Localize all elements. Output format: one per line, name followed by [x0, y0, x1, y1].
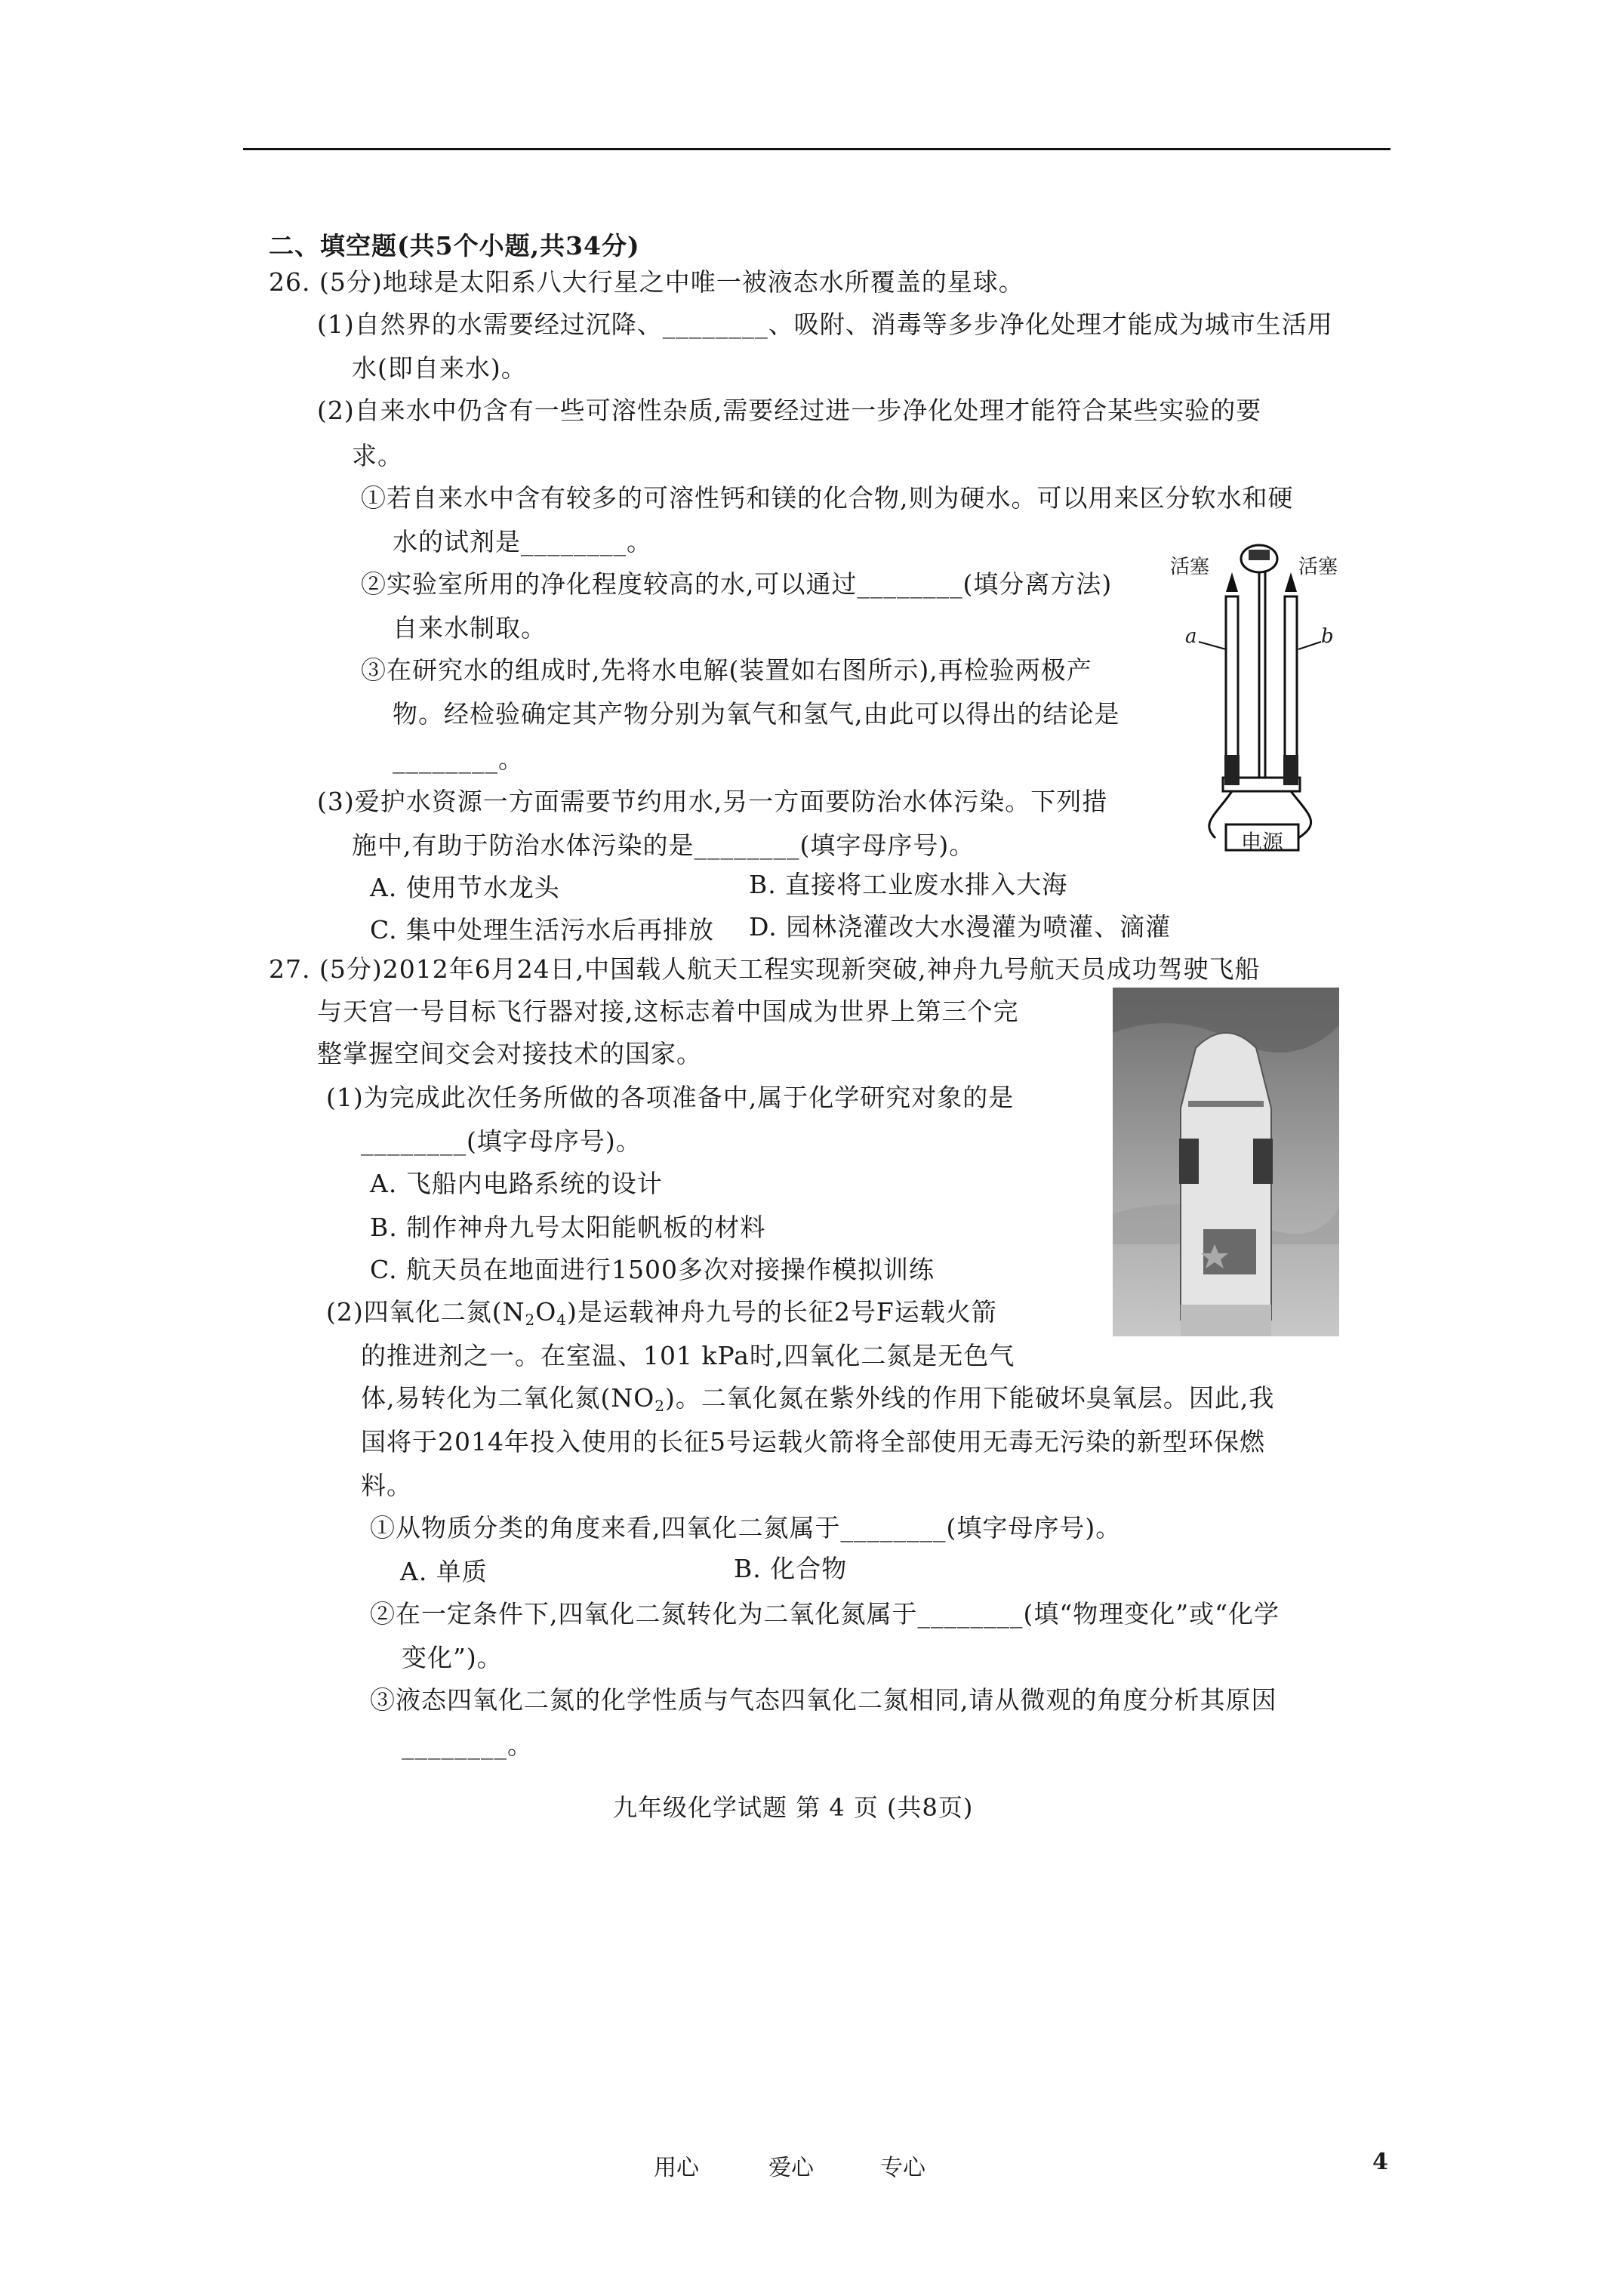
q27-sub2-line2: 变化”)。: [402, 1643, 503, 1672]
label-right-valve: 活塞: [1298, 556, 1338, 578]
q27-part2-line3-pre: 体,易转化为二氧化氮(NO: [361, 1383, 655, 1413]
subscript-2: 2: [654, 1397, 666, 1415]
q26-option-c: C. 集中处理生活污水后再排放: [370, 915, 715, 945]
q27-stem-line1: 27. (5分)2012年6月24日,中国载人航天工程实现新突破,神舟九号航天员成功驾驶飞船: [269, 954, 1261, 984]
q26-sub3-line1: ③在研究水的组成时,先将水电解(装置如右图所示),再检验两极产: [361, 655, 1092, 685]
electrolysis-apparatus-figure: [1170, 529, 1344, 853]
q27-part1-option-c: C. 航天员在地面进行1500多次对接操作模拟训练: [370, 1255, 935, 1284]
page-number: 4: [1372, 2149, 1388, 2175]
q27-sub3-line1: ③液态四氧化二氮的化学性质与气态四氧化二氮相同,请从微观的角度分析其原因: [370, 1685, 1277, 1715]
q26-part3-line2: 施中,有助于防治水体污染的是________(填字母序号)。: [352, 831, 975, 860]
q26-option-a: A. 使用节水龙头: [370, 873, 560, 902]
q27-part1-line1: (1)为完成此次任务所做的各项准备中,属于化学研究对象的是: [326, 1083, 1015, 1112]
q27-part2-line2: 的推进剂之一。在室温、101 kPa时,四氧化二氮是无色气: [361, 1341, 1015, 1370]
q26-part3-line1: (3)爱护水资源一方面需要节约用水,另一方面要防治水体污染。下列措: [317, 787, 1108, 816]
q26-part1-line2: 水(即自来水)。: [352, 353, 527, 383]
q27-sub1: ①从物质分类的角度来看,四氧化二氮属于________(填字母序号)。: [370, 1513, 1122, 1542]
q26-part2-line2: 求。: [352, 441, 403, 470]
rocket-launch-tower-photo: [1113, 988, 1339, 1336]
exam-page-footer: 九年级化学试题 第 4 页 (共8页): [613, 1793, 974, 1822]
q27-part2-line3: [361, 1382, 1274, 1422]
q27-part2-line1-pre: (2)四氧化二氮(N: [326, 1297, 525, 1327]
motto-word-1: 用心: [654, 2155, 699, 2181]
q27-sub3-line2: ________。: [402, 1730, 533, 1760]
label-left-valve: 活塞: [1170, 556, 1210, 578]
q26-option-b: B. 直接将工业废水排入大海: [749, 870, 1068, 899]
q26-option-d: D. 园林浇灌改大水漫灌为喷灌、滴灌: [749, 912, 1172, 942]
q27-part2-line5: 料。: [361, 1471, 412, 1500]
q27-part2-line1-post: )是运载神舟九号的长征2号F运载火箭: [567, 1297, 997, 1327]
q26-sub1-line1: ①若自来水中含有较多的可溶性钙和镁的化合物,则为硬水。可以用来区分软水和硬: [361, 483, 1294, 513]
q27-stem-line2: 与天宫一号目标飞行器对接,这标志着中国成为世界上第三个完: [317, 997, 1019, 1026]
q26-stem: 26. (5分)地球是太阳系八大行星之中唯一被液态水所覆盖的星球。: [269, 267, 1024, 297]
label-electrode-a: a: [1185, 625, 1197, 648]
q27-part2-line1: [326, 1296, 997, 1336]
q26-sub2-line1: ②实验室所用的净化程度较高的水,可以通过________(填分离方法): [361, 569, 1113, 599]
q27-part2-line1-mid: O: [535, 1297, 557, 1327]
q26-part2-line1: (2)自来水中仍含有一些可溶性杂质,需要经过进一步净化处理才能符合某些实验的要: [317, 396, 1262, 425]
q26-sub3-line3: ________。: [393, 744, 524, 774]
subscript-2: 2: [525, 1311, 536, 1329]
header-rule: [243, 148, 1390, 150]
q27-sub2-line1: ②在一定条件下,四氧化二氮转化为二氧化氮属于________(填“物理变化”或“化学: [370, 1599, 1280, 1629]
q27-sub1-option-b: B. 化合物: [734, 1554, 848, 1583]
q27-part1-line2: ________(填字母序号)。: [361, 1126, 642, 1156]
q26-sub2-line2: 自来水制取。: [393, 613, 547, 643]
rocket-photo-illustration: [1113, 988, 1339, 1336]
motto-word-3: 专心: [880, 2155, 925, 2181]
label-power-source: 电源: [1241, 830, 1284, 855]
q27-part2-line3-post: )。二氧化氮在紫外线的作用下能破坏臭氧层。因此,我: [665, 1383, 1275, 1413]
motto-word-2: 爱心: [768, 2155, 814, 2181]
q27-part1-option-a: A. 飞船内电路系统的设计: [370, 1169, 663, 1198]
label-electrode-b: b: [1321, 625, 1334, 648]
subscript-4: 4: [556, 1311, 568, 1329]
q26-sub1-line2: 水的试剂是________。: [393, 527, 652, 556]
q27-stem-line3: 整掌握空间交会对接技术的国家。: [317, 1039, 702, 1068]
q26-part1-line1: (1)自然界的水需要经过沉降、________、吸附、消毒等多步净化处理才能成为城市生活用: [317, 310, 1333, 339]
q27-part1-option-b: B. 制作神舟九号太阳能帆板的材料: [370, 1213, 766, 1242]
q27-part2-line4: 国将于2014年投入使用的长征5号运载火箭将全部使用无毒无污染的新型环保燃: [361, 1427, 1265, 1456]
q26-sub3-line2: 物。经检验确定其产物分别为氧气和氢气,由此可以得出的结论是: [393, 699, 1120, 729]
section-title: 二、填空题(共5个小题,共34分): [269, 231, 640, 260]
q27-sub1-option-a: A. 单质: [400, 1557, 488, 1586]
